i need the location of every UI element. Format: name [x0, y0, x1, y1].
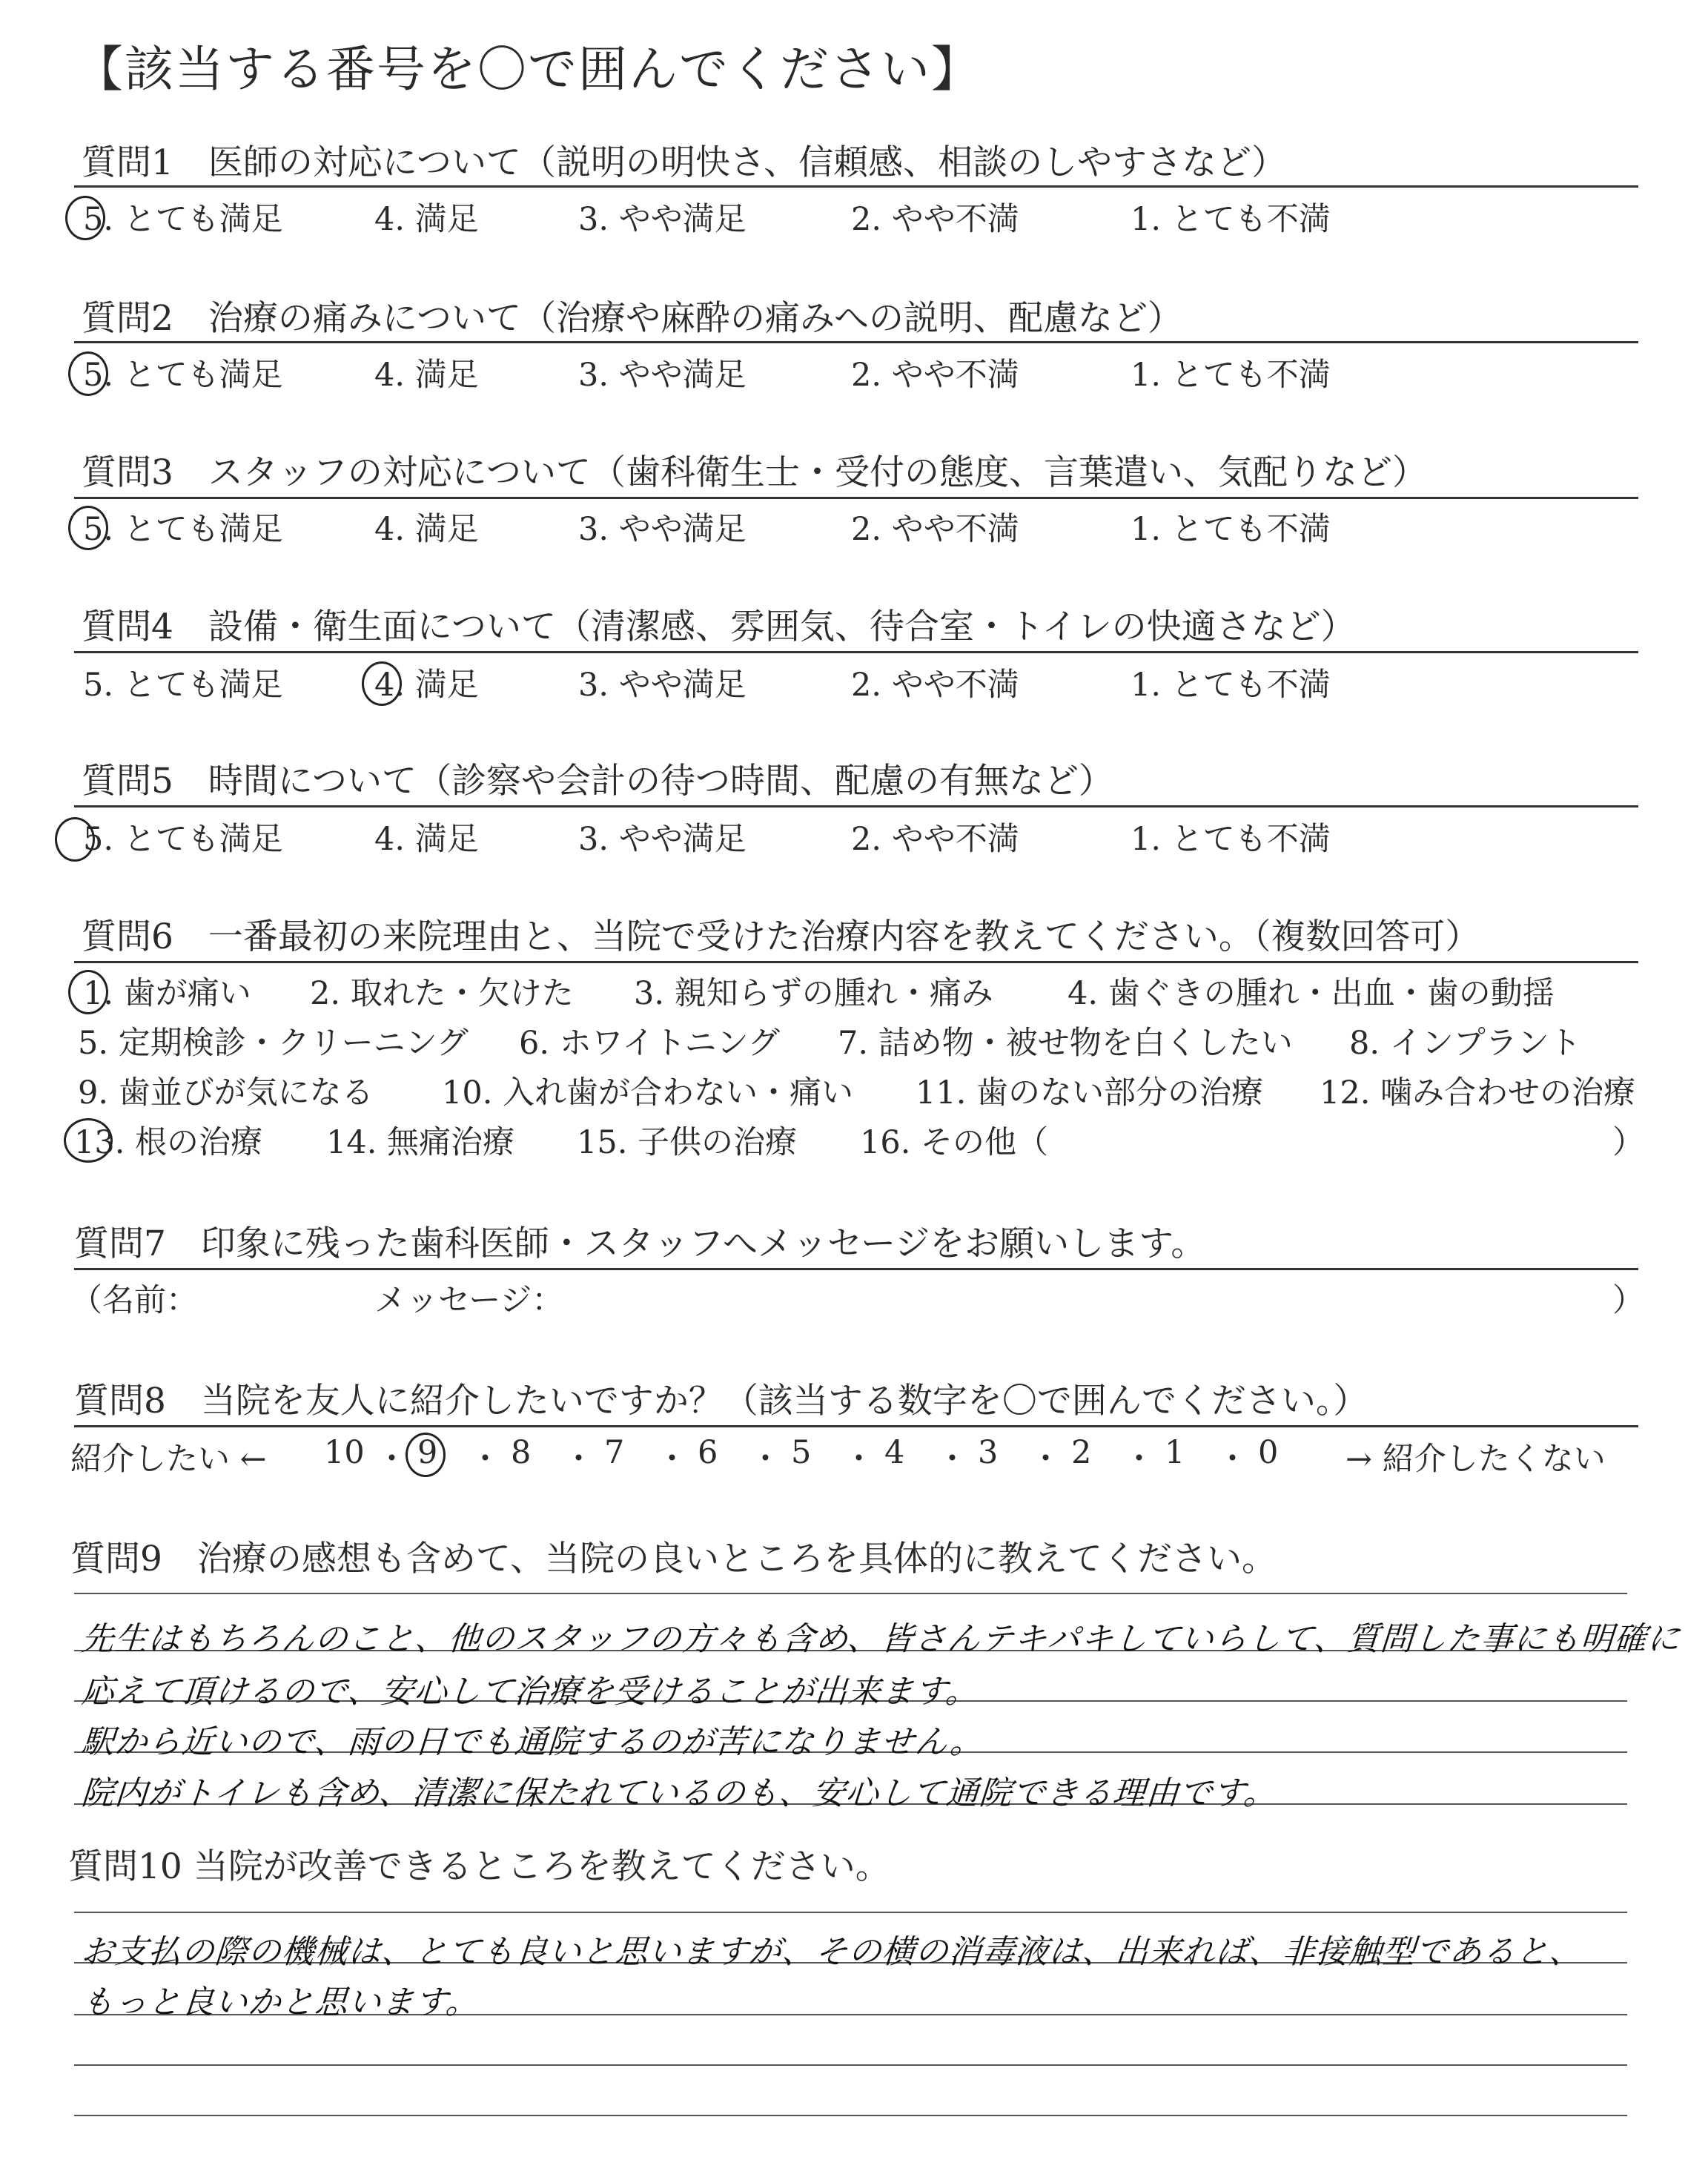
q3-selection-circle — [68, 506, 108, 550]
q8-scale-1[interactable]: 1 — [1165, 1434, 1185, 1471]
q5-selection-circle — [55, 817, 95, 862]
q1-selection-circle — [65, 196, 105, 240]
q8-scale-separator: ・ — [1123, 1441, 1155, 1478]
q9-answer-line-2: 応えて頂けるので、安心して治療を受けることが出来ます。 — [79, 1673, 981, 1711]
q6-other-close: ） — [1612, 1124, 1644, 1161]
q8-scale-separator: ・ — [656, 1441, 688, 1478]
q2-rule — [74, 341, 1638, 343]
q1-rule — [74, 185, 1638, 188]
q6-option-2[interactable]: 2. 取れた・欠けた — [310, 975, 574, 1012]
q6-option-1[interactable]: 1. 歯が痛い — [83, 975, 251, 1012]
q1-option-4[interactable]: 4. 満足 — [374, 201, 479, 238]
q6-title: 質問6 一番最初の来院理由と、当院で受けた治療内容を教えてください。（複数回答可） — [82, 916, 1480, 957]
q8-scale-2[interactable]: 2 — [1071, 1434, 1092, 1471]
q8-scale-separator: ・ — [469, 1441, 501, 1478]
q9-answer-line-4: 院内がトイレも含め、清潔に保たれているのも、安心して通院できる理由です。 — [79, 1774, 1278, 1812]
q5-option-5[interactable]: 5. とても満足 — [83, 821, 283, 858]
q4-option-4[interactable]: 4. 満足 — [374, 667, 479, 704]
q9-title: 質問9 治療の感想も含めて、当院の良いところを具体的に教えてください。 — [70, 1539, 1277, 1579]
q6-option-3[interactable]: 3. 親知らずの腫れ・痛み — [634, 975, 993, 1012]
q1-option-5[interactable]: 5. とても満足 — [83, 201, 283, 238]
q7-close: ） — [1612, 1282, 1644, 1319]
q6-option-10[interactable]: 10. 入れ歯が合わない・痛い — [442, 1074, 854, 1112]
q4-option-2[interactable]: 2. やや不満 — [851, 667, 1019, 704]
q10-writing-line — [74, 2064, 1627, 2066]
q8-scale-separator: ・ — [1217, 1441, 1248, 1478]
q6-selection-circle-1 — [68, 970, 108, 1014]
q7-message-label: メッセージ： — [374, 1282, 564, 1319]
q3-option-3[interactable]: 3. やや満足 — [578, 511, 747, 548]
q1-option-1[interactable]: 1. とても不満 — [1131, 201, 1331, 238]
q8-scale-0[interactable]: 0 — [1258, 1434, 1279, 1471]
q8-scale-separator: ・ — [376, 1441, 408, 1478]
q4-title: 質問4 設備・衛生面について（清潔感、雰囲気、待合室・トイレの快適さなど） — [82, 607, 1356, 647]
q8-scale-separator: ・ — [1030, 1441, 1062, 1478]
q6-option-15[interactable]: 15. 子供の治療 — [577, 1124, 798, 1161]
q9-writing-line — [74, 1593, 1627, 1594]
q8-scale-4[interactable]: 4 — [884, 1434, 905, 1471]
q8-scale-5[interactable]: 5 — [791, 1434, 812, 1471]
q8-left-label: 紹介したい ← — [70, 1441, 267, 1478]
q10-answer-line-1: お支払の際の機械は、とても良いと思いますが、その横の消毒液は、出来れば、非接触型であると、 — [79, 1933, 1584, 1971]
q3-option-4[interactable]: 4. 満足 — [374, 511, 479, 548]
q6-option-13[interactable]: 13. 根の治療 — [74, 1124, 263, 1161]
q8-right-label: → 紹介したくない — [1345, 1441, 1606, 1478]
q6-option-16[interactable]: 16. その他（ — [860, 1124, 1049, 1161]
q2-option-1[interactable]: 1. とても不満 — [1131, 357, 1331, 394]
q6-option-9[interactable]: 9. 歯並びが気になる — [78, 1074, 374, 1112]
q5-option-2[interactable]: 2. やや不満 — [851, 821, 1019, 858]
q2-selection-circle — [68, 351, 108, 396]
q8-scale-9[interactable]: 9 — [417, 1434, 438, 1471]
page-title: 【該当する番号を〇で囲んでください】 — [74, 41, 982, 98]
q6-option-14[interactable]: 14. 無痛治療 — [326, 1124, 515, 1161]
q6-selection-circle-13 — [64, 1118, 113, 1163]
q4-option-3[interactable]: 3. やや満足 — [578, 667, 747, 704]
q2-option-5[interactable]: 5. とても満足 — [83, 357, 283, 394]
q5-option-4[interactable]: 4. 満足 — [374, 821, 479, 858]
q8-scale-7[interactable]: 7 — [604, 1434, 625, 1471]
q4-option-5[interactable]: 5. とても満足 — [83, 667, 283, 704]
q6-option-8[interactable]: 8. インプラント — [1349, 1025, 1581, 1062]
q3-option-2[interactable]: 2. やや不満 — [851, 511, 1019, 548]
q3-rule — [74, 497, 1638, 499]
q3-title: 質問3 スタッフの対応について（歯科衛生士・受付の態度、言葉遣い、気配りなど） — [82, 452, 1427, 493]
q6-option-7[interactable]: 7. 詰め物・被せ物を白くしたい — [838, 1025, 1293, 1062]
q5-rule — [74, 805, 1638, 807]
q8-scale-separator: ・ — [749, 1441, 781, 1478]
q8-title: 質問8 当院を友人に紹介したいですか？（該当する数字を〇で囲んでください。） — [74, 1381, 1368, 1421]
q7-name-label: （名前： — [70, 1282, 198, 1319]
q10-answer-line-2: もっと良いかと思います。 — [79, 1984, 480, 2021]
q5-option-1[interactable]: 1. とても不満 — [1131, 821, 1331, 858]
q3-option-1[interactable]: 1. とても不満 — [1131, 511, 1331, 548]
q6-option-5[interactable]: 5. 定期検診・クリーニング — [78, 1025, 469, 1062]
q7-title: 質問7 印象に残った歯科医師・スタッフへメッセージをお願いします。 — [74, 1223, 1206, 1264]
q1-option-2[interactable]: 2. やや不満 — [851, 201, 1019, 238]
q2-option-4[interactable]: 4. 満足 — [374, 357, 479, 394]
q6-option-6[interactable]: 6. ホワイトニング — [519, 1025, 780, 1062]
q8-rule — [74, 1425, 1638, 1427]
q6-rule — [74, 961, 1638, 963]
q6-option-4[interactable]: 4. 歯ぐきの腫れ・出血・歯の動揺 — [1068, 975, 1555, 1012]
q5-title: 質問5 時間について（診察や会計の待つ時間、配慮の有無など） — [82, 761, 1113, 802]
q4-rule — [74, 651, 1638, 653]
q2-option-3[interactable]: 3. やや満足 — [578, 357, 747, 394]
q5-option-3[interactable]: 3. やや満足 — [578, 821, 747, 858]
q10-writing-line — [74, 2115, 1627, 2116]
q9-answer-line-1: 先生はもちろんのこと、他のスタッフの方々も含め、皆さんテキパキしていらして、質問した事にも明確に — [79, 1620, 1682, 1658]
q8-scale-8[interactable]: 8 — [511, 1434, 532, 1471]
q8-scale-separator: ・ — [843, 1441, 875, 1478]
q8-scale-6[interactable]: 6 — [698, 1434, 718, 1471]
q1-title: 質問1 医師の対応について（説明の明快さ、信頼感、相談のしやすさなど） — [82, 142, 1287, 183]
q10-title: 質問10 当院が改善できるところを教えてください。 — [68, 1846, 890, 1887]
q2-title: 質問2 治療の痛みについて（治療や麻酔の痛みへの説明、配慮など） — [82, 298, 1183, 339]
q8-selection-circle — [406, 1433, 446, 1477]
q8-scale-3[interactable]: 3 — [978, 1434, 999, 1471]
q7-rule — [74, 1268, 1638, 1270]
q8-scale-separator: ・ — [563, 1441, 595, 1478]
q2-option-2[interactable]: 2. やや不満 — [851, 357, 1019, 394]
q8-scale-10[interactable]: 10 — [324, 1434, 365, 1471]
q10-writing-line — [74, 1912, 1627, 1913]
q1-option-3[interactable]: 3. やや満足 — [578, 201, 747, 238]
q4-option-1[interactable]: 1. とても不満 — [1131, 667, 1331, 704]
q3-option-5[interactable]: 5. とても満足 — [83, 511, 283, 548]
q9-answer-line-3: 駅から近いので、雨の日でも通院するのが苦になりません。 — [79, 1723, 985, 1761]
q6-option-11[interactable]: 11. 歯のない部分の治療 — [916, 1074, 1264, 1112]
q6-option-12[interactable]: 12. 噛み合わせの治療 — [1320, 1074, 1636, 1112]
q8-scale-separator: ・ — [936, 1441, 968, 1478]
q4-selection-circle — [362, 661, 402, 706]
